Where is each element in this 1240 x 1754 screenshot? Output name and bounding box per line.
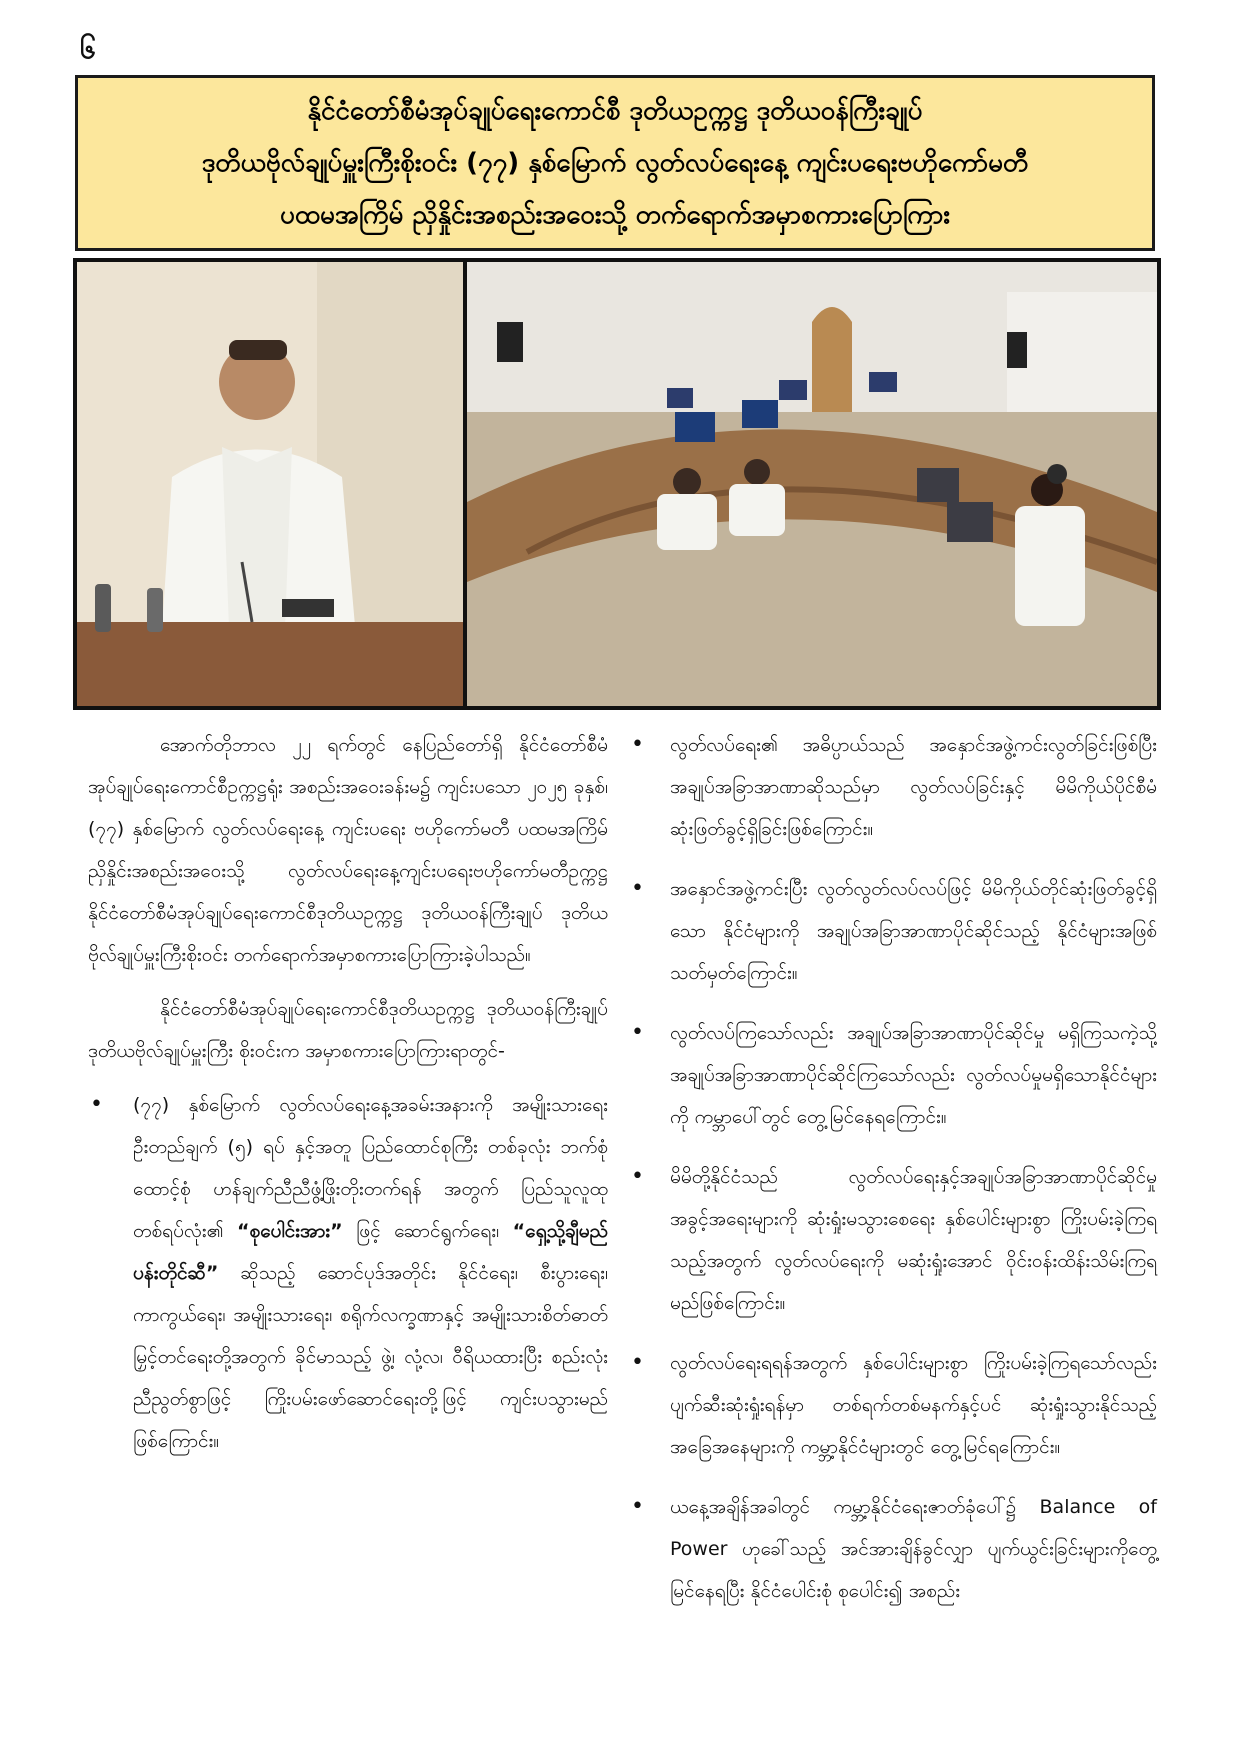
right-column — [631, 724, 1157, 1630]
headline-line-1: နိုင်ငံတော်စီမံအုပ်ချုပ်ရေးကောင်စီ ဒုတိယဥက္ကဋ္ဌ ဒုတိယဝန်ကြီးချုပ် — [307, 96, 923, 126]
list-item: • ယနေ့အချိန်အခါတွင် ကမ္ဘာ့နိုင်ငံရေးဇာတ်ခုံပေါ်၌ Balance of Power ဟုခေါ်သည့် အင်အားချိန်ခွင်လျှာ ပျက်ယွင်းခြင်းများကိုတွေ့မြင်နေရပြီး နိုင်ငံပေါင်းစုံ စုပေါင်း၍ အစည်း — [635, 1486, 1157, 1612]
bullet-icon: • — [631, 732, 644, 757]
speaker-photo — [77, 262, 463, 706]
meeting-room-photo — [467, 262, 1157, 706]
list-item: • မိမိတို့နိုင်ငံသည် လွတ်လပ်ရေးနှင့်အချုပ်အခြာအာဏာပိုင်ဆိုင်မှု အခွင့်အရေးများကို ဆုံးရှုံးမသွားစေရေး နှစ်ပေါင်းများစွာ ကြိုးပမ်းခဲ့ကြရသည့်အတွက် လွတ်လပ်ရေးကို မဆုံးရှုံးအောင် ဝိုင်းဝန်းထိန်းသိမ်းကြရမည်ဖြစ်ကြောင်း။ — [635, 1156, 1157, 1324]
photo-strip — [73, 258, 1161, 710]
bullet-icon: • — [90, 1092, 103, 1117]
bullet-icon: • — [631, 876, 644, 901]
list-item: • လွတ်လပ်ရေး၏ အဓိပ္ပာယ်သည် အနှောင်အဖွဲ့ကင်းလွတ်ခြင်းဖြစ်ပြီး အချုပ်အခြာအာဏာဆိုသည်မှာ လွတ်လပ်ခြင်းနှင့် မိမိကိုယ်ပိုင်စီမံဆုံးဖြတ်ခွင့်ရှိခြင်းဖြစ်ကြောင်း။ — [635, 724, 1157, 850]
left-column — [88, 724, 608, 1480]
list-item: • (၇၇) နှစ်မြောက် လွတ်လပ်ရေးနေ့အခမ်းအနားကို အမျိုးသားရေးဦးတည်ချက် (၅) ရပ် နှင့်အတူ ပြည်ထောင်စုကြီး တစ်ခုလုံး ဘက်စုံထောင့်စုံ ဟန်ချက်ညီညီဖွံ့ဖြိုးတိုးတက်ရန် အတွက် ပြည်သူလူထုတစ်ရပ်လုံး၏ “စုပေါင်းအား” ဖြင့် ဆောင်ရွက်ရေး၊ “ရှေ့သို့ချီမည် ပန်းတိုင်ဆီ” ဆိုသည့် ဆောင်ပုဒ်အတိုင်း နိုင်ငံရေး၊ စီးပွားရေး၊ ကာကွယ်ရေး၊ အမျိုးသားရေး၊ စရိုက်လက္ခဏာနှင့် အမျိုးသားစိတ်ဓာတ်မြှင့်တင်ရေးတို့အတွက် ခိုင်မာသည့် ဖွဲ့၊ လုံ့လ၊ ဝီရိယထားပြီး စည်းလုံးညီညွတ်စွာဖြင့် ကြိုးပမ်းဖော်ဆောင်ရေးတို့ဖြင့် ကျင်းပသွားမည်ဖြစ်ကြောင်း။ — [88, 1084, 608, 1462]
meeting-room-illustration — [467, 262, 1157, 706]
page-number: ၆ — [80, 32, 96, 65]
headline-box — [75, 75, 1155, 251]
bullet-icon: • — [631, 1164, 644, 1189]
quote-strength: “စုပေါင်းအား” — [237, 1220, 343, 1242]
headline-line-3: ပထမအကြိမ် ညှိနှိုင်းအစည်းအဝေးသို့ တက်ရောက်အမှာစကားပြောကြား — [280, 200, 950, 230]
bullet-icon: • — [631, 1350, 644, 1375]
list-item: • အနှောင်အဖွဲ့ကင်းပြီး လွတ်လွတ်လပ်လပ်ဖြင့် မိမိကိုယ်တိုင်ဆုံးဖြတ်ခွင့်ရှိသော နိုင်ငံများကို အချုပ်အခြာအာဏာပိုင်ဆိုင်သည့် နိုင်ငံများအဖြစ် သတ်မှတ်ကြောင်း။ — [635, 868, 1157, 994]
bullet-icon: • — [631, 1020, 644, 1045]
headline-line-2: ဒုတိယဗိုလ်ချုပ်မှူးကြီးစိုးဝင်း (၇၇) နှစ်မြောက် လွတ်လပ်ရေးနေ့ ကျင်းပရေးဗဟိုကော်မတီ — [201, 148, 1029, 178]
speech-intro-paragraph: နိုင်ငံတော်စီမံအုပ်ချုပ်ရေးကောင်စီဒုတိယဥက္ကဋ္ဌ ဒုတိယဝန်ကြီးချုပ် ဒုတိယဗိုလ်ချုပ်မှူးကြီး စိုးဝင်းက အမှာစကားပြောကြားရာတွင်- — [88, 998, 608, 1062]
list-item: • လွတ်လပ်ရေးရရန်အတွက် နှစ်ပေါင်းများစွာ ကြိုးပမ်းခဲ့ကြရသော်လည်း ပျက်ဆီးဆုံးရှုံးရန်မှာ တစ်ရက်တစ်မနက်နှင့်ပင် ဆုံးရှုံးသွားနိုင်သည့်အခြေအနေများကို ကမ္ဘာ့နိုင်ငံများတွင် တွေ့မြင်ရကြောင်း။ — [635, 1342, 1157, 1468]
list-item: • လွတ်လပ်ကြသော်လည်း အချုပ်အခြာအာဏာပိုင်ဆိုင်မှု မရှိကြသကဲ့သို့ အချုပ်အခြာအာဏာပိုင်ဆိုင်ကြသော်လည်း လွတ်လပ်မှုမရှိသောနိုင်ငံများကို ကမ္ဘာပေါ်တွင် တွေ့မြင်နေရကြောင်း။ — [635, 1012, 1157, 1138]
bullet-icon: • — [631, 1494, 644, 1519]
quote-slogan: “ရှေ့သို့ချီမည် ပန်းတိုင်ဆီ” — [133, 1220, 608, 1284]
intro-paragraph: အောက်တိုဘာလ ၂၂ ရက်တွင် နေပြည်တော်ရှိ နိုင်ငံတော်စီမံအုပ်ချုပ်ရေးကောင်စီဥက္ကဋ္ဌရုံး အစည်းအဝေးခန်းမ၌ ကျင်းပသော ၂၀၂၅ ခုနှစ်၊ (၇၇) နှစ်မြောက် လွတ်လပ်ရေးနေ့ ကျင်းပရေး ဗဟိုကော်မတီ ပထမအကြိမ်ညှိနှိုင်းအစည်းအဝေးသို့ လွတ်လပ်ရေးနေ့ကျင်းပရေးဗဟိုကော်မတီဥက္ကဋ္ဌ နိုင်ငံတော်စီမံအုပ်ချုပ်ရေးကောင်စီဒုတိယဥက္ကဋ္ဌ ဒုတိယဝန်ကြီးချုပ် ဒုတိယဗိုလ်ချုပ်မှူးကြီးစိုးဝင်း တက်ရောက်အမှာစကားပြောကြားခဲ့ပါသည်။ — [88, 734, 608, 966]
speaker-photo-illustration — [77, 262, 463, 706]
